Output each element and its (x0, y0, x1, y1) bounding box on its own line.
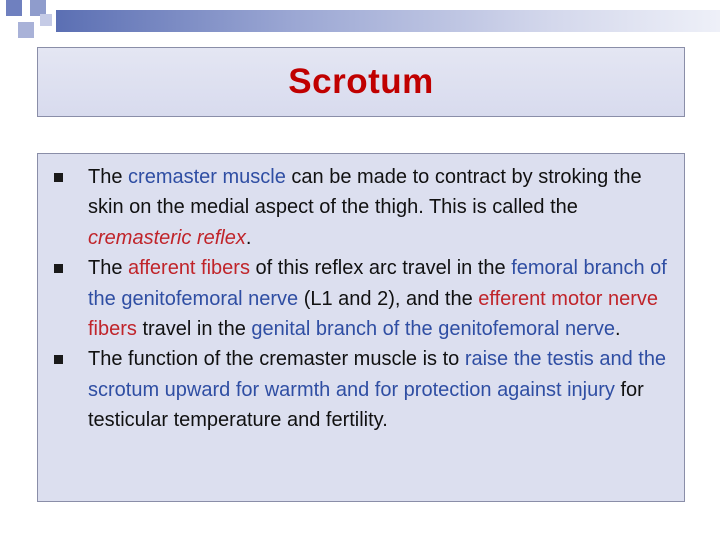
text-segment: . (615, 318, 621, 341)
bullet-list (54, 162, 674, 436)
bullet-item (54, 344, 674, 435)
text-segment: . (245, 226, 252, 249)
title-box (37, 47, 685, 117)
bullet-item (54, 162, 674, 253)
header-gradient-bar (56, 10, 720, 32)
term-raise-testis: raise the testis and the scrotum upward for warmth and for protection against injury (88, 348, 667, 401)
text-segment: The function of the cremaster muscle is to (88, 348, 465, 371)
bullet-item (54, 253, 674, 344)
term-genital-branch: genital branch of the genitofemoral nerve (251, 318, 615, 341)
text-segment: (L1 and 2), and the (298, 287, 479, 310)
decor-square (6, 0, 22, 16)
slide-title: Scrotum (288, 62, 434, 101)
text-segment: for testicular temperature and fertility. (88, 378, 644, 432)
decor-square (18, 22, 34, 38)
content-box (37, 153, 685, 502)
term-cremaster-muscle: cremaster muscle (128, 166, 286, 188)
term-afferent-fibers: afferent fibers (128, 257, 250, 280)
text-segment: can be made to contract by stroking the skin on the medial aspect of the thigh. This is called the (88, 166, 642, 219)
text-segment: travel in the (136, 318, 252, 341)
square-bullet-icon (54, 264, 63, 273)
term-cremasteric-reflex: cremasteric reflex (88, 226, 246, 249)
term-femoral-branch: femoral branch of the genitofemoral nerve (88, 257, 667, 310)
text-segment: The (88, 257, 129, 280)
term-efferent-fibers: efferent motor nerve fibers (88, 287, 659, 341)
decor-square (40, 14, 52, 26)
text-segment: of this reflex arc travel in the (249, 257, 512, 280)
text-segment: The (88, 166, 129, 188)
square-bullet-icon (54, 173, 63, 182)
square-bullet-icon (54, 355, 63, 364)
